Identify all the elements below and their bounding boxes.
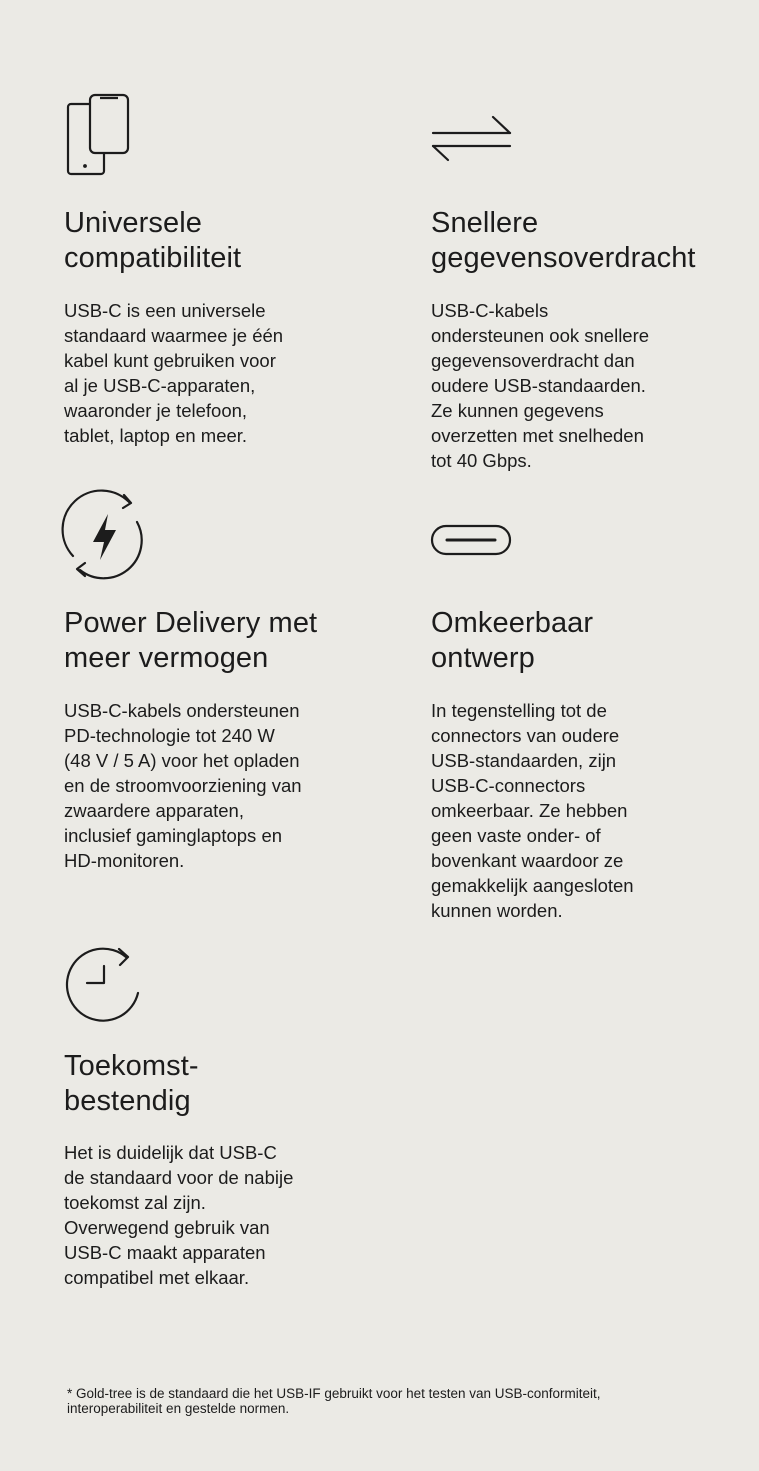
feature-description: Het is duidelijk dat USB-C de standaard voor de nabije toekomst zal zijn. Overwegend gebruik van USB-C maakt apparaten compatibel met elkaar. [64, 1142, 294, 1288]
feature-description: USB-C-kabels ondersteunen PD-technologie tot 240 W (48 V / 5 A) voor het opladen en de stroomvoorziening van zwaardere apparaten, inclusief gaminglaptops en HD-monitoren. [64, 700, 302, 871]
feature-description: USB-C-kabels ondersteunen ook snellere gegevensoverdracht dan oudere USB-standaarden. Ze kunnen gegevens overzetten met snelheden tot 40 Gbps. [431, 300, 650, 471]
feature-title: Toekomst- bestendig [64, 1050, 199, 1117]
footnote: * Gold-tree is de standaard die het USB-IF gebruikt voor het testen van USB-conformiteit, interoperabiliteit en gestelde normen. [67, 1386, 601, 1416]
feature-title: Omkeerbaar ontwerp [431, 607, 594, 674]
feature-description: USB-C is een universele standaard waarmee je één kabel kunt gebruiken voor al je USB-C-apparaten, waaronder je telefoon, tablet, laptop en meer. [64, 300, 284, 446]
phone-tablet-icon [64, 90, 154, 180]
feature-title: Power Delivery met meer vermogen [64, 607, 318, 674]
transfer-arrows-icon [431, 90, 521, 180]
feature-title: Universele compatibiliteit [64, 207, 242, 274]
usb-c-port-icon [431, 490, 521, 580]
feature-title: Snellere gegevensoverdracht [431, 207, 696, 274]
clock-refresh-icon [64, 942, 154, 1032]
feature-description: In tegenstelling tot de connectors van oudere USB-standaarden, zijn USB-C-connectors omkeerbaar. Ze hebben geen vaste onder- of bovenkant waardoor ze gemakkelijk aangesloten kunnen worden. [431, 700, 634, 921]
power-charge-cycle-icon [64, 490, 154, 580]
